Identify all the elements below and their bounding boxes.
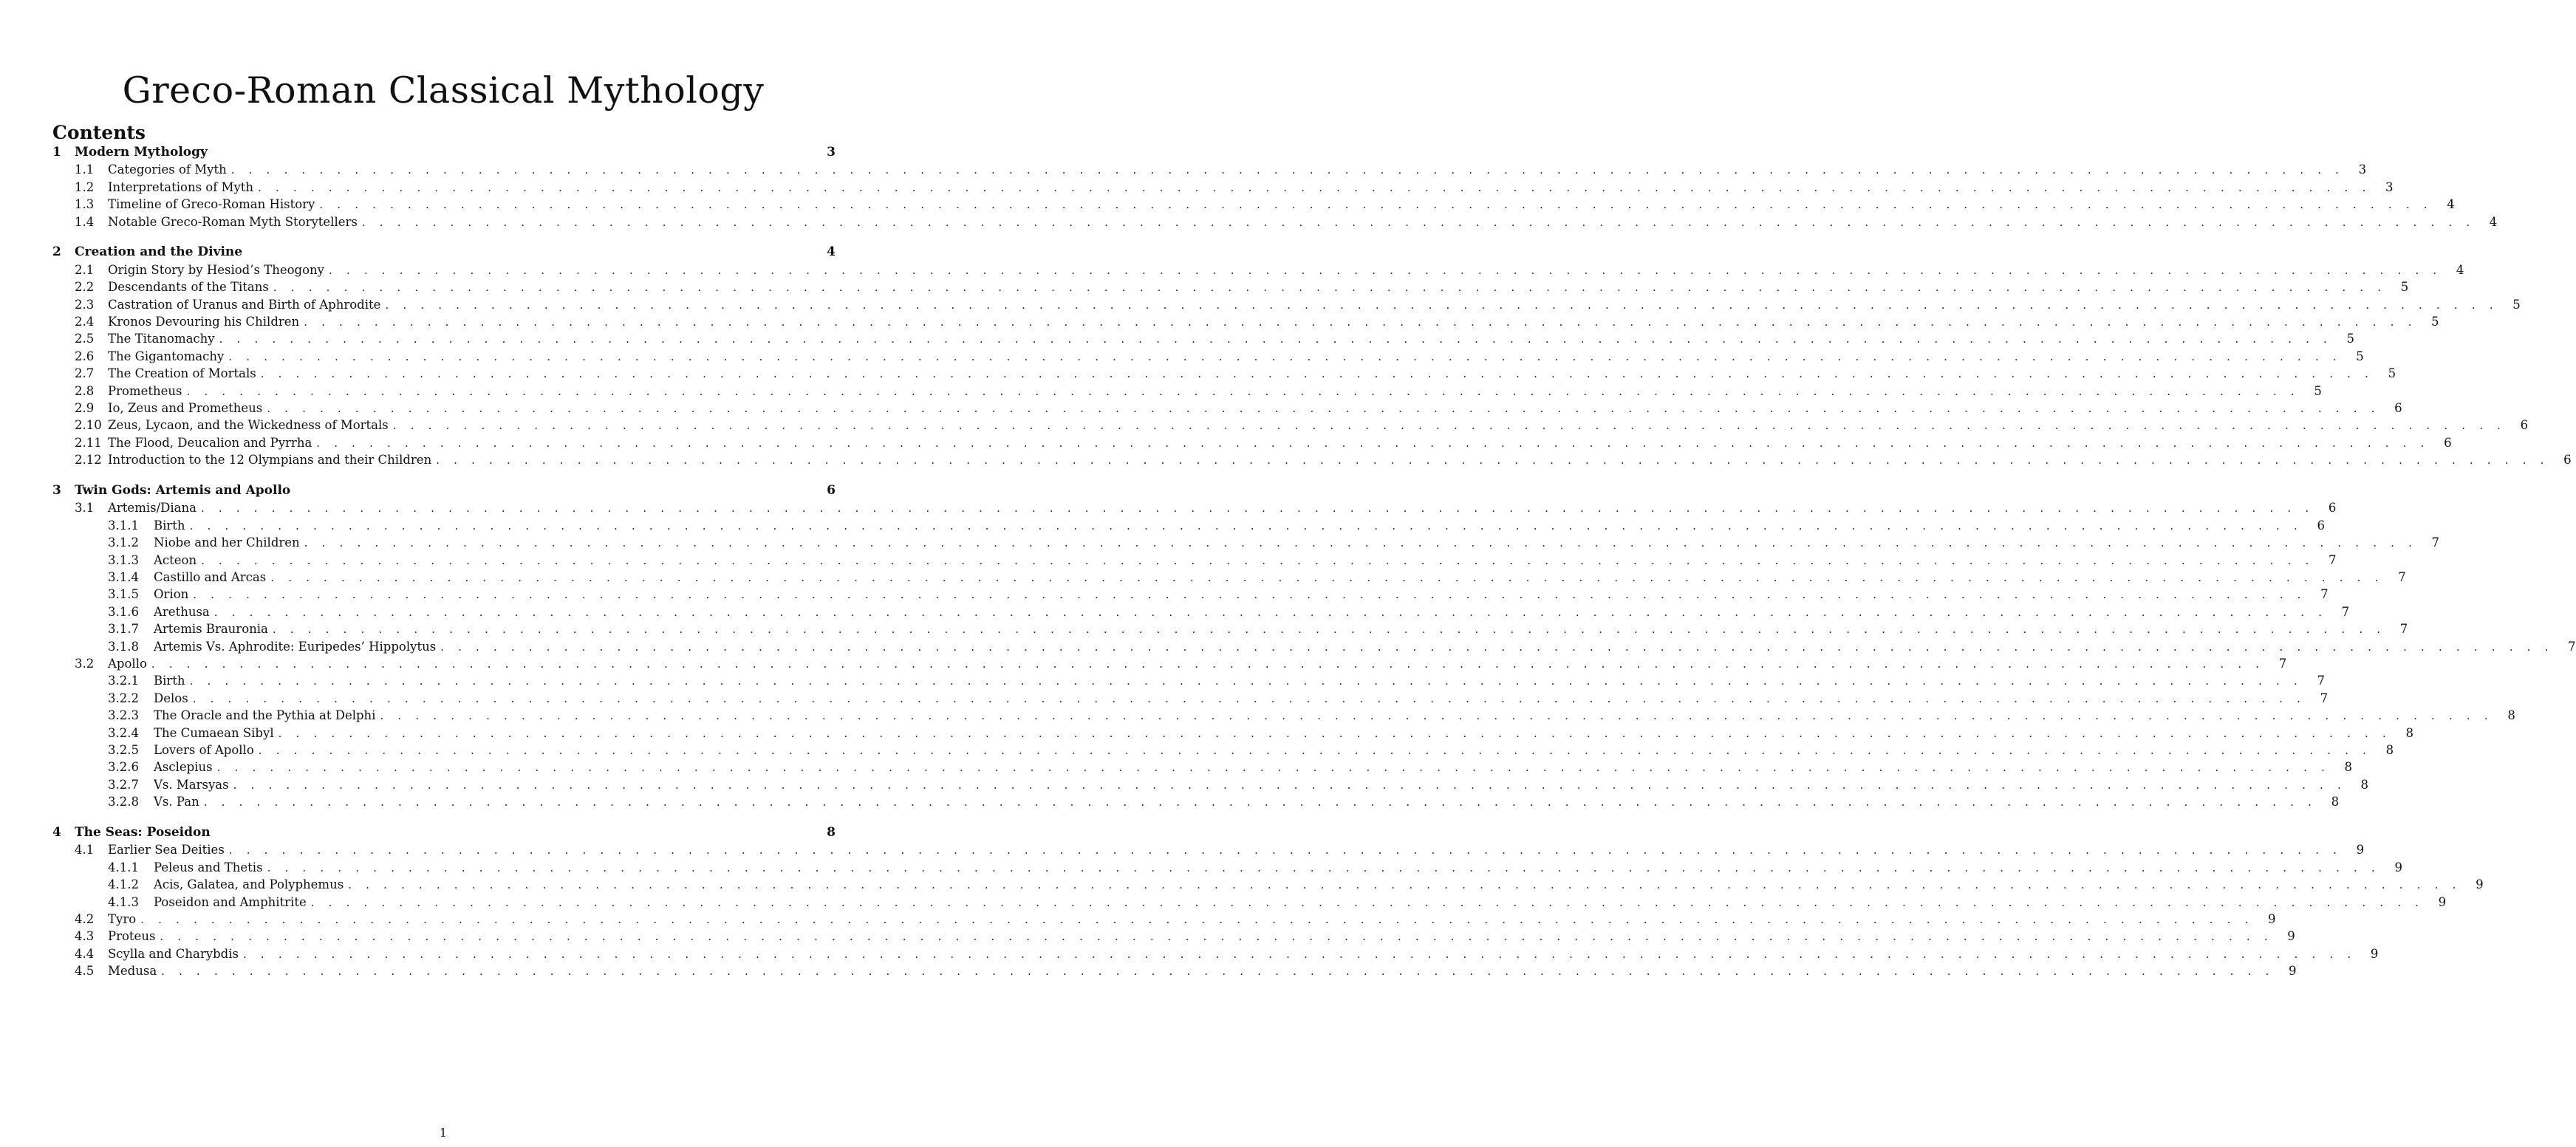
toc-entry-subsection[interactable] <box>52 313 2439 330</box>
dot-leader: . . . . . . . . . . . . . . . . . . . . . . . . . . . . . . . . . . . . . . . . . . . . . . . . . . . . . . . . . . . . . . . . . . . . . . . . . . . . . . . . . . . . . . . . . . . . . . . . . . . . . . . . . . . . . . . . . . . . . . . . <box>392 419 2507 433</box>
toc-entry-subsection[interactable] <box>52 161 2367 178</box>
toc-entry-number: 4.1 <box>75 843 95 857</box>
toc-entry-number: 4.1.2 <box>108 877 139 892</box>
toc-entry-title[interactable]: Timeline of Greco-Roman History <box>108 197 315 212</box>
toc-entry-number: 2.1 <box>75 262 95 277</box>
toc-entry-subsubsection[interactable] <box>52 517 2325 534</box>
dot-leader: . . . . . . . . . . . . . . . . . . . . . . . . . . . . . . . . . . . . . . . . . . . . . . . . . . . . . . . . . . . . . . . . . . . . . . . . . . . . . . . . . . . . . . . . . . . . . . . . . . . . . . . . . . . . . . . . . . . . . . . . <box>151 657 2265 671</box>
toc-entry-number: 1.4 <box>75 214 95 229</box>
dot-leader: . . . . . . . . . . . . . . . . . . . . . . . . . . . . . . . . . . . . . . . . . . . . . . . . . . . . . . . . . . . . . . . . . . . . . . . . . . . . . . . . . . . . . . . . . . . . . . . . . . . . . . . . . . . . . . . . . . . . . . . . <box>203 795 2317 809</box>
dot-leader: . . . . . . . . . . . . . . . . . . . . . . . . . . . . . . . . . . . . . . . . . . . . . . . . . . . . . . . . . . . . . . . . . . . . . . . . . . . . . . . . . . . . . . . . . . . . . . . . . . . . . . . . . . . . . . . . . . . . . . . . <box>201 553 2314 567</box>
toc-section <box>52 244 2572 468</box>
toc-entry-title[interactable]: Scylla and Charybdis <box>108 946 239 961</box>
toc-entry-subsubsection[interactable] <box>52 725 2413 742</box>
toc-entry-title[interactable]: Creation and the Divine <box>75 244 243 260</box>
document-title: Greco-Roman Classical Mythology <box>122 69 765 112</box>
toc-entry-title[interactable]: Categories of Myth <box>108 162 227 177</box>
dot-leader: . . . . . . . . . . . . . . . . . . . . . . . . . . . . . . . . . . . . . . . . . . . . . . . . . . . . . . . . . . . . . . . . . . . . . . . . . . . . . . . . . . . . . . . . . . . . . . . . . . . . . . . . . . . . . . . . . . . . . . . . <box>219 332 2332 346</box>
toc-entry-page: 6 <box>2563 453 2572 468</box>
toc-entry-number: 3.1.1 <box>108 518 139 533</box>
dot-leader: . . . . . . . . . . . . . . . . . . . . . . . . . . . . . . . . . . . . . . . . . . . . . . . . . . . . . . . . . . . . . . . . . . . . . . . . . . . . . . . . . . . . . . . . . . . . . . . . . . . . . . . . . . . . . . . . . . . . . . . . <box>440 640 2554 654</box>
toc-entry-section[interactable] <box>52 482 836 499</box>
toc-entry-number: 2.6 <box>75 349 95 363</box>
toc-entry-title[interactable]: Io, Zeus and Prometheus <box>108 400 263 415</box>
toc-entry-number: 3.2.4 <box>108 725 139 740</box>
toc-entry-title[interactable]: Niobe and her Children <box>154 535 300 550</box>
dot-leader: . . . . . . . . . . . . . . . . . . . . . . . . . . . . . . . . . . . . . . . . . . . . . . . . . . . . . . . . . . . . . . . . . . . . . . . . . . . . . . . . . . . . . . . . . . . . . . . . . . . . . . . . . . . . . . . . . . . . . . . . <box>328 263 2442 277</box>
toc-entry-number: 3.2.1 <box>108 674 139 688</box>
dot-leader: . . . . . . . . . . . . . . . . . . . . . . . . . . . . . . . . . . . . . . . . . . . . . . . . . . . . . . . . . . . . . . . . . . . . . . . . . . . . . . . . . . . . . . . . . . . . . . . . . . . . . . . . . . . . . . . . . . . . . . . . <box>192 691 2306 705</box>
toc-entry-title[interactable]: The Titanomachy <box>108 332 215 346</box>
toc-entry-title[interactable]: Orion <box>154 587 189 602</box>
toc-entry-subsection[interactable] <box>52 348 2364 365</box>
toc-entry-title[interactable]: Castration of Uranus and Birth of Aphrodite <box>108 297 381 312</box>
toc-section <box>52 482 2576 810</box>
toc-entry-title[interactable]: The Seas: Poseidon <box>75 824 211 840</box>
toc-entry-subsection[interactable] <box>52 278 2409 295</box>
toc-entry-subsubsection[interactable] <box>52 569 2406 586</box>
toc-entry-subsection[interactable] <box>52 962 2297 979</box>
dot-leader: . . . . . . . . . . . . . . . . . . . . . . . . . . . . . . . . . . . . . . . . . . . . . . . . . . . . . . . . . . . . . . . . . . . . . . . . . . . . . . . . . . . . . . . . . . . . . . . . . . . . . . . . . . . . . . . . . . . . . . . . <box>193 588 2306 602</box>
toc-entry-page: 7 <box>2398 569 2406 584</box>
dot-leader: . . . . . . . . . . . . . . . . . . . . . . . . . . . . . . . . . . . . . . . . . . . . . . . . . . . . . . . . . . . . . . . . . . . . . . . . . . . . . . . . . . . . . . . . . . . . . . . . . . . . . . . . . . . . . . . . . . . . . . . . <box>233 778 2346 792</box>
dot-leader: . . . . . . . . . . . . . . . . . . . . . . . . . . . . . . . . . . . . . . . . . . . . . . . . . . . . . . . . . . . . . . . . . . . . . . . . . . . . . . . . . . . . . . . . . . . . . . . . . . . . . . . . . . . . . . . . . . . . . . . . <box>258 180 2371 194</box>
toc-entry-subsection[interactable] <box>52 261 2464 278</box>
toc-entry-page: 5 <box>2388 366 2396 381</box>
toc-entry-number: 3.2 <box>75 656 95 671</box>
toc-entry-title[interactable]: Earlier Sea Deities <box>108 843 225 857</box>
toc-entry-title[interactable]: Zeus, Lycaon, and the Wickedness of Mortals <box>108 418 389 433</box>
toc-entry-title[interactable]: The Cumaean Sibyl <box>154 725 274 740</box>
toc-entry-title[interactable]: Artemis Brauronia <box>154 622 268 637</box>
toc-entry-number: 2 <box>52 244 61 260</box>
toc-entry-number: 3.1 <box>75 501 95 516</box>
toc-entry-page: 9 <box>2394 860 2402 874</box>
dot-leader: . . . . . . . . . . . . . . . . . . . . . . . . . . . . . . . . . . . . . . . . . . . . . . . . . . . . . . . . . . . . . . . . . . . . . . . . . . . . . . . . . . . . . . . . . . . . . . . . . . . . . . . . . . . . . . . . . . . . . . . . <box>213 605 2328 619</box>
toc-entry-number: 3.2.2 <box>108 691 139 705</box>
toc-entry-subsubsection[interactable] <box>52 603 2350 620</box>
toc-entry-title[interactable]: Poseidon and Amphitrite <box>154 894 307 909</box>
toc-entry-title[interactable]: Castillo and Arcas <box>154 569 267 584</box>
dot-leader: . . . . . . . . . . . . . . . . . . . . . . . . . . . . . . . . . . . . . . . . . . . . . . . . . . . . . . . . . . . . . . . . . . . . . . . . . . . . . . . . . . . . . . . . . . . . . . . . . . . . . . . . . . . . . . . . . . . . . . . . <box>270 570 2384 584</box>
toc-entry-number: 3.2.8 <box>108 795 139 809</box>
toc-entry-subsection[interactable] <box>52 400 2402 417</box>
toc-entry-page: 9 <box>2287 929 2295 944</box>
toc-entry-page: 6 <box>2328 501 2337 516</box>
toc-entry-title[interactable]: Medusa <box>108 964 157 979</box>
toc-entry-subsection[interactable] <box>52 434 2452 451</box>
toc-entry-number: 2.4 <box>75 315 95 329</box>
toc-entry-number: 4.2 <box>75 911 95 926</box>
toc-entry-subsection[interactable] <box>52 911 2276 928</box>
toc-entry-number: 3.1.6 <box>108 604 139 619</box>
toc-entry-subsection[interactable] <box>52 655 2287 672</box>
toc-entry-page: 7 <box>2431 535 2440 550</box>
toc-entry-subsubsection[interactable] <box>52 894 2447 911</box>
toc-entry-number: 4.1.1 <box>108 860 139 874</box>
toc-entry-title[interactable]: Interpretations of Myth <box>108 179 254 194</box>
toc-entry-page: 8 <box>2360 777 2368 792</box>
contents-heading: Contents <box>52 121 146 143</box>
toc-entry-subsubsection[interactable] <box>52 534 2440 551</box>
toc-entry-subsubsection[interactable] <box>52 552 2337 569</box>
dot-leader: . . . . . . . . . . . . . . . . . . . . . . . . . . . . . . . . . . . . . . . . . . . . . . . . . . . . . . . . . . . . . . . . . . . . . . . . . . . . . . . . . . . . . . . . . . . . . . . . . . . . . . . . . . . . . . . . . . . . . . . . <box>216 761 2330 775</box>
toc-entry-page: 4 <box>2447 197 2455 212</box>
toc-entry-number: 3.2.7 <box>108 777 139 792</box>
toc-entry-subsection[interactable] <box>52 451 2572 468</box>
toc-entry-title[interactable]: Peleus and Thetis <box>154 860 263 874</box>
toc-entry-subsection[interactable] <box>52 179 2394 196</box>
toc-entry-title[interactable]: Artemis Vs. Aphrodite: Euripedes’ Hippolytus <box>154 639 437 654</box>
dot-leader: . . . . . . . . . . . . . . . . . . . . . . . . . . . . . . . . . . . . . . . . . . . . . . . . . . . . . . . . . . . . . . . . . . . . . . . . . . . . . . . . . . . . . . . . . . . . . . . . . . . . . . . . . . . . . . . . . . . . . . . . <box>272 623 2386 637</box>
toc-entry-number: 2.12 <box>75 453 102 468</box>
toc-entry-page: 5 <box>2431 315 2439 329</box>
toc-entry-number: 4.1.3 <box>108 894 139 909</box>
toc-entry-number: 3.2.5 <box>108 742 139 757</box>
toc-entry-number: 3.1.3 <box>108 552 139 567</box>
dot-leader: . . . . . . . . . . . . . . . . . . . . . . . . . . . . . . . . . . . . . . . . . . . . . . . . . . . . . . . . . . . . . . . . . . . . . . . . . . . . . . . . . . . . . . . . . . . . . . . . . . . . . . . . . . . . . . . . . . . . . . . . <box>304 315 2417 329</box>
toc-entry-title[interactable]: Apollo <box>108 656 147 671</box>
dot-leader: . . . . . . . . . . . . . . . . . . . . . . . . . . . . . . . . . . . . . . . . . . . . . . . . . . . . . . . . . . . . . . . . . . . . . . . . . . . . . . . . . . . . . . . . . . . . . . . . . . . . . . . . . . . . . . . . . . . . . . . . <box>230 163 2345 177</box>
toc-entry-title[interactable]: Asclepius <box>154 760 213 775</box>
toc-entry-page: 3 <box>2358 162 2367 177</box>
dot-leader: . . . . . . . . . . . . . . . . . . . . . . . . . . . . . . . . . . . . . . . . . . . . . . . . . . . . . . . . . . . . . . . . . . . . . . . . . . . . . . . . . . . . . . . . . . . . . . . . . . . . . . . . . . . . . . . . . . . . . . . . <box>385 298 2498 312</box>
toc-entry-number: 3.2.6 <box>108 760 139 775</box>
toc-entry-number: 4 <box>52 824 61 840</box>
toc-entry-title[interactable]: Kronos Devouring his Children <box>108 315 300 329</box>
dot-leader: . . . . . . . . . . . . . . . . . . . . . . . . . . . . . . . . . . . . . . . . . . . . . . . . . . . . . . . . . . . . . . . . . . . . . . . . . . . . . . . . . . . . . . . . . . . . . . . . . . . . . . . . . . . . . . . . . . . . . . . . <box>316 436 2430 450</box>
toc-entry-page: 9 <box>2289 964 2297 979</box>
dot-leader: . . . . . . . . . . . . . . . . . . . . . . . . . . . . . . . . . . . . . . . . . . . . . . . . . . . . . . . . . . . . . . . . . . . . . . . . . . . . . . . . . . . . . . . . . . . . . . . . . . . . . . . . . . . . . . . . . . . . . . . . <box>380 709 2493 723</box>
toc-entry-page: 8 <box>2344 760 2352 775</box>
dot-leader: . . . . . . . . . . . . . . . . . . . . . . . . . . . . . . . . . . . . . . . . . . . . . . . . . . . . . . . . . . . . . . . . . . . . . . . . . . . . . . . . . . . . . . . . . . . . . . . . . . . . . . . . . . . . . . . . . . . . . . . . <box>189 518 2303 533</box>
toc-entry-subsubsection[interactable] <box>52 586 2329 603</box>
toc-entry-page: 7 <box>2329 552 2337 567</box>
toc-entry-subsection[interactable] <box>52 417 2529 434</box>
dot-leader: . . . . . . . . . . . . . . . . . . . . . . . . . . . . . . . . . . . . . . . . . . . . . . . . . . . . . . . . . . . . . . . . . . . . . . . . . . . . . . . . . . . . . . . . . . . . . . . . . . . . . . . . . . . . . . . . . . . . . . . . <box>228 349 2342 363</box>
toc-entry-number: 2.2 <box>75 280 95 295</box>
toc-entry-title[interactable]: Arethusa <box>154 604 210 619</box>
dot-leader: . . . . . . . . . . . . . . . . . . . . . . . . . . . . . . . . . . . . . . . . . . . . . . . . . . . . . . . . . . . . . . . . . . . . . . . . . . . . . . . . . . . . . . . . . . . . . . . . . . . . . . . . . . . . . . . . . . . . . . . . <box>258 743 2372 757</box>
toc-entry-subsubsection[interactable] <box>52 707 2515 724</box>
toc-entry-subsection[interactable] <box>52 330 2354 347</box>
toc-entry-subsubsection[interactable] <box>52 876 2484 893</box>
dot-leader: . . . . . . . . . . . . . . . . . . . . . . . . . . . . . . . . . . . . . . . . . . . . . . . . . . . . . . . . . . . . . . . . . . . . . . . . . . . . . . . . . . . . . . . . . . . . . . . . . . . . . . . . . . . . . . . . . . . . . . . . <box>361 215 2476 229</box>
toc-entry-number: 3.1.4 <box>108 569 139 584</box>
toc-entry-page: 8 <box>2385 742 2394 757</box>
toc-entry-title[interactable]: The Flood, Deucalion and Pyrrha <box>108 435 312 450</box>
toc-entry-page: 3 <box>2385 179 2394 194</box>
toc-entry-number: 1.3 <box>75 197 95 212</box>
dot-leader: . . . . . . . . . . . . . . . . . . . . . . . . . . . . . . . . . . . . . . . . . . . . . . . . . . . . . . . . . . . . . . . . . . . . . . . . . . . . . . . . . . . . . . . . . . . . . . . . . . . . . . . . . . . . . . . . . . . . . . . . <box>200 501 2314 516</box>
toc-entry-subsection[interactable] <box>52 213 2498 230</box>
toc-entry-page: 9 <box>2356 843 2365 857</box>
toc-entry-page: 4 <box>2456 262 2464 277</box>
toc-entry-title[interactable]: Origin Story by Hesiod’s Theogony <box>108 262 324 277</box>
toc-entry-title[interactable]: Artemis/Diana <box>108 501 197 516</box>
toc-entry-subsection[interactable] <box>52 945 2379 962</box>
toc-entry-number: 1 <box>52 145 61 160</box>
toc-entry-subsubsection[interactable] <box>52 759 2352 775</box>
toc-entry-number: 2.3 <box>75 297 95 312</box>
toc-entry-title[interactable]: Birth <box>154 518 185 533</box>
toc-entry-subsubsection[interactable] <box>52 776 2368 793</box>
toc-entry-title[interactable]: The Oracle and the Pythia at Delphi <box>154 708 376 723</box>
toc-entry-page: 6 <box>827 483 836 499</box>
toc-entry-subsection[interactable] <box>52 928 2295 945</box>
toc-entry-number: 3.1.7 <box>108 622 139 637</box>
dot-leader: . . . . . . . . . . . . . . . . . . . . . . . . . . . . . . . . . . . . . . . . . . . . . . . . . . . . . . . . . . . . . . . . . . . . . . . . . . . . . . . . . . . . . . . . . . . . . . . . . . . . . . . . . . . . . . . . . . . . . . . . <box>160 930 2273 944</box>
toc-entry-title[interactable]: Proteus <box>108 929 156 944</box>
toc-entry-page: 3 <box>827 145 836 160</box>
toc-entry-number: 2.5 <box>75 332 95 346</box>
toc-entry-page: 4 <box>2489 214 2498 229</box>
toc-entry-title[interactable]: Descendants of the Titans <box>108 280 269 295</box>
toc-entry-section[interactable] <box>52 244 836 261</box>
toc-entry-number: 3.1.2 <box>108 535 139 550</box>
toc-entry-page: 7 <box>2278 656 2287 671</box>
toc-entry-number: 2.10 <box>75 418 102 433</box>
toc-entry-subsubsection[interactable] <box>52 793 2340 810</box>
toc-entry-subsubsection[interactable] <box>52 742 2394 759</box>
dot-leader: . . . . . . . . . . . . . . . . . . . . . . . . . . . . . . . . . . . . . . . . . . . . . . . . . . . . . . . . . . . . . . . . . . . . . . . . . . . . . . . . . . . . . . . . . . . . . . . . . . . . . . . . . . . . . . . . . . . . . . . . <box>348 878 2461 892</box>
footer-page-number: 1 <box>439 1126 448 1140</box>
toc-entry-page: 5 <box>2400 280 2409 295</box>
toc-entry-subsection[interactable] <box>52 196 2455 213</box>
toc-entry-title[interactable]: Lovers of Apollo <box>154 742 254 757</box>
toc-entry-subsection[interactable] <box>52 499 2337 516</box>
toc-entry-number: 4.5 <box>75 964 95 979</box>
toc-entry-page: 6 <box>2520 418 2529 433</box>
toc-entry-number: 2.7 <box>75 366 95 381</box>
toc-entry-page: 6 <box>2444 435 2452 450</box>
dot-leader: . . . . . . . . . . . . . . . . . . . . . . . . . . . . . . . . . . . . . . . . . . . . . . . . . . . . . . . . . . . . . . . . . . . . . . . . . . . . . . . . . . . . . . . . . . . . . . . . . . . . . . . . . . . . . . . . . . . . . . . . <box>186 384 2300 398</box>
toc-entry-title[interactable]: Modern Mythology <box>75 145 208 160</box>
toc-entry-page: 8 <box>2507 708 2515 723</box>
toc-section <box>52 144 2498 230</box>
toc-entry-title[interactable]: Notable Greco-Roman Myth Storytellers <box>108 214 358 229</box>
toc-entry-page: 5 <box>2512 297 2521 312</box>
toc-entry-title[interactable]: Introduction to the 12 Olympians and their Children <box>108 453 432 468</box>
toc-entry-title[interactable]: Birth <box>154 674 185 688</box>
dot-leader: . . . . . . . . . . . . . . . . . . . . . . . . . . . . . . . . . . . . . . . . . . . . . . . . . . . . . . . . . . . . . . . . . . . . . . . . . . . . . . . . . . . . . . . . . . . . . . . . . . . . . . . . . . . . . . . . . . . . . . . . <box>267 860 2380 874</box>
toc-entry-title[interactable]: Acteon <box>154 552 197 567</box>
dot-leader: . . . . . . . . . . . . . . . . . . . . . . . . . . . . . . . . . . . . . . . . . . . . . . . . . . . . . . . . . . . . . . . . . . . . . . . . . . . . . . . . . . . . . . . . . . . . . . . . . . . . . . . . . . . . . . . . . . . . . . . . <box>189 674 2303 688</box>
toc-entry-page: 7 <box>2399 622 2408 637</box>
toc-entry-subsection[interactable] <box>52 841 2365 858</box>
toc-entry-subsection[interactable] <box>52 383 2322 400</box>
toc-entry-number: 1.2 <box>75 179 95 194</box>
toc-entry-number: 3.1.5 <box>108 587 139 602</box>
dot-leader: . . . . . . . . . . . . . . . . . . . . . . . . . . . . . . . . . . . . . . . . . . . . . . . . . . . . . . . . . . . . . . . . . . . . . . . . . . . . . . . . . . . . . . . . . . . . . . . . . . . . . . . . . . . . . . . . . . . . . . . . <box>273 281 2387 295</box>
toc-entry-number: 2.8 <box>75 383 95 398</box>
dot-leader: . . . . . . . . . . . . . . . . . . . . . . . . . . . . . . . . . . . . . . . . . . . . . . . . . . . . . . . . . . . . . . . . . . . . . . . . . . . . . . . . . . . . . . . . . . . . . . . . . . . . . . . . . . . . . . . . . . . . . . . . <box>260 367 2374 381</box>
toc-entry-page: 5 <box>2356 349 2364 363</box>
toc-entry-subsubsection[interactable] <box>52 638 2576 655</box>
toc-entry-page: 7 <box>2568 639 2576 654</box>
toc-entry-number: 4.4 <box>75 946 95 961</box>
dot-leader: . . . . . . . . . . . . . . . . . . . . . . . . . . . . . . . . . . . . . . . . . . . . . . . . . . . . . . . . . . . . . . . . . . . . . . . . . . . . . . . . . . . . . . . . . . . . . . . . . . . . . . . . . . . . . . . . . . . . . . . . <box>228 843 2343 857</box>
toc-section <box>52 824 2484 980</box>
toc-entry-page: 9 <box>2268 911 2276 926</box>
toc-entry-number: 1.1 <box>75 162 95 177</box>
dot-leader: . . . . . . . . . . . . . . . . . . . . . . . . . . . . . . . . . . . . . . . . . . . . . . . . . . . . . . . . . . . . . . . . . . . . . . . . . . . . . . . . . . . . . . . . . . . . . . . . . . . . . . . . . . . . . . . . . . . . . . . . <box>304 536 2418 550</box>
toc-entry-subsubsection[interactable] <box>52 859 2402 876</box>
toc-entry-title[interactable]: The Gigantomachy <box>108 349 225 363</box>
toc-entry-subsubsection[interactable] <box>52 620 2408 637</box>
toc-entry-page: 4 <box>827 244 836 260</box>
toc-entry-page: 6 <box>2394 400 2402 415</box>
dot-leader: . . . . . . . . . . . . . . . . . . . . . . . . . . . . . . . . . . . . . . . . . . . . . . . . . . . . . . . . . . . . . . . . . . . . . . . . . . . . . . . . . . . . . . . . . . . . . . . . . . . . . . . . . . . . . . . . . . . . . . . . <box>436 453 2549 468</box>
toc-entry-page: 9 <box>2476 877 2484 892</box>
toc-entry-title[interactable]: Acis, Galatea, and Polyphemus <box>154 877 344 892</box>
toc-entry-subsection[interactable] <box>52 365 2396 382</box>
toc-entry-title[interactable]: Vs. Marsyas <box>154 777 229 792</box>
toc-entry-number: 3 <box>52 483 61 499</box>
toc-entry-section[interactable] <box>52 144 836 161</box>
dot-leader: . . . . . . . . . . . . . . . . . . . . . . . . . . . . . . . . . . . . . . . . . . . . . . . . . . . . . . . . . . . . . . . . . . . . . . . . . . . . . . . . . . . . . . . . . . . . . . . . . . . . . . . . . . . . . . . . . . . . . . . . <box>242 947 2357 961</box>
toc-entry-page: 8 <box>2331 795 2340 809</box>
toc-entry-title[interactable]: Twin Gods: Artemis and Apollo <box>75 483 291 499</box>
toc-entry-title[interactable]: The Creation of Mortals <box>108 366 256 381</box>
dot-leader: . . . . . . . . . . . . . . . . . . . . . . . . . . . . . . . . . . . . . . . . . . . . . . . . . . . . . . . . . . . . . . . . . . . . . . . . . . . . . . . . . . . . . . . . . . . . . . . . . . . . . . . . . . . . . . . . . . . . . . . . <box>140 912 2254 926</box>
toc-entry-page: 9 <box>2438 894 2447 909</box>
toc-entry-number: 2.11 <box>75 435 102 450</box>
toc-entry-subsubsection[interactable] <box>52 690 2329 707</box>
toc-entry-number: 2.9 <box>75 400 95 415</box>
toc-entry-title[interactable]: Prometheus <box>108 383 182 398</box>
dot-leader: . . . . . . . . . . . . . . . . . . . . . . . . . . . . . . . . . . . . . . . . . . . . . . . . . . . . . . . . . . . . . . . . . . . . . . . . . . . . . . . . . . . . . . . . . . . . . . . . . . . . . . . . . . . . . . . . . . . . . . . . <box>161 965 2275 979</box>
dot-leader: . . . . . . . . . . . . . . . . . . . . . . . . . . . . . . . . . . . . . . . . . . . . . . . . . . . . . . . . . . . . . . . . . . . . . . . . . . . . . . . . . . . . . . . . . . . . . . . . . . . . . . . . . . . . . . . . . . . . . . . . <box>267 401 2380 415</box>
toc-entry-page: 6 <box>2317 518 2325 533</box>
toc-entry-number: 3.2.3 <box>108 708 139 723</box>
toc-entry-section[interactable] <box>52 824 836 841</box>
toc-entry-title[interactable]: Delos <box>154 691 188 705</box>
dot-leader: . . . . . . . . . . . . . . . . . . . . . . . . . . . . . . . . . . . . . . . . . . . . . . . . . . . . . . . . . . . . . . . . . . . . . . . . . . . . . . . . . . . . . . . . . . . . . . . . . . . . . . . . . . . . . . . . . . . . . . . . <box>310 895 2425 909</box>
toc-entry-subsubsection[interactable] <box>52 672 2325 689</box>
toc-entry-number: 3.1.8 <box>108 639 139 654</box>
toc-entry-page: 5 <box>2346 332 2354 346</box>
toc-entry-subsection[interactable] <box>52 296 2521 313</box>
toc-entry-page: 5 <box>2314 383 2322 398</box>
toc-entry-page: 7 <box>2317 674 2325 688</box>
toc-entry-title[interactable]: Vs. Pan <box>154 795 199 809</box>
toc-entry-title[interactable]: Tyro <box>108 911 137 926</box>
toc-entry-page: 7 <box>2341 604 2350 619</box>
dot-leader: . . . . . . . . . . . . . . . . . . . . . . . . . . . . . . . . . . . . . . . . . . . . . . . . . . . . . . . . . . . . . . . . . . . . . . . . . . . . . . . . . . . . . . . . . . . . . . . . . . . . . . . . . . . . . . . . . . . . . . . . <box>278 726 2391 740</box>
toc-entry-page: 8 <box>2405 725 2413 740</box>
toc-entry-page: 7 <box>2320 587 2329 602</box>
toc-entry-page: 9 <box>2370 946 2379 961</box>
dot-leader: . . . . . . . . . . . . . . . . . . . . . . . . . . . . . . . . . . . . . . . . . . . . . . . . . . . . . . . . . . . . . . . . . . . . . . . . . . . . . . . . . . . . . . . . . . . . . . . . . . . . . . . . . . . . . . . . . . . . . . . . <box>319 198 2433 212</box>
table-of-contents <box>52 144 2576 979</box>
toc-entry-page: 7 <box>2320 691 2329 705</box>
toc-entry-page: 8 <box>827 824 836 840</box>
toc-entry-number: 4.3 <box>75 929 95 944</box>
